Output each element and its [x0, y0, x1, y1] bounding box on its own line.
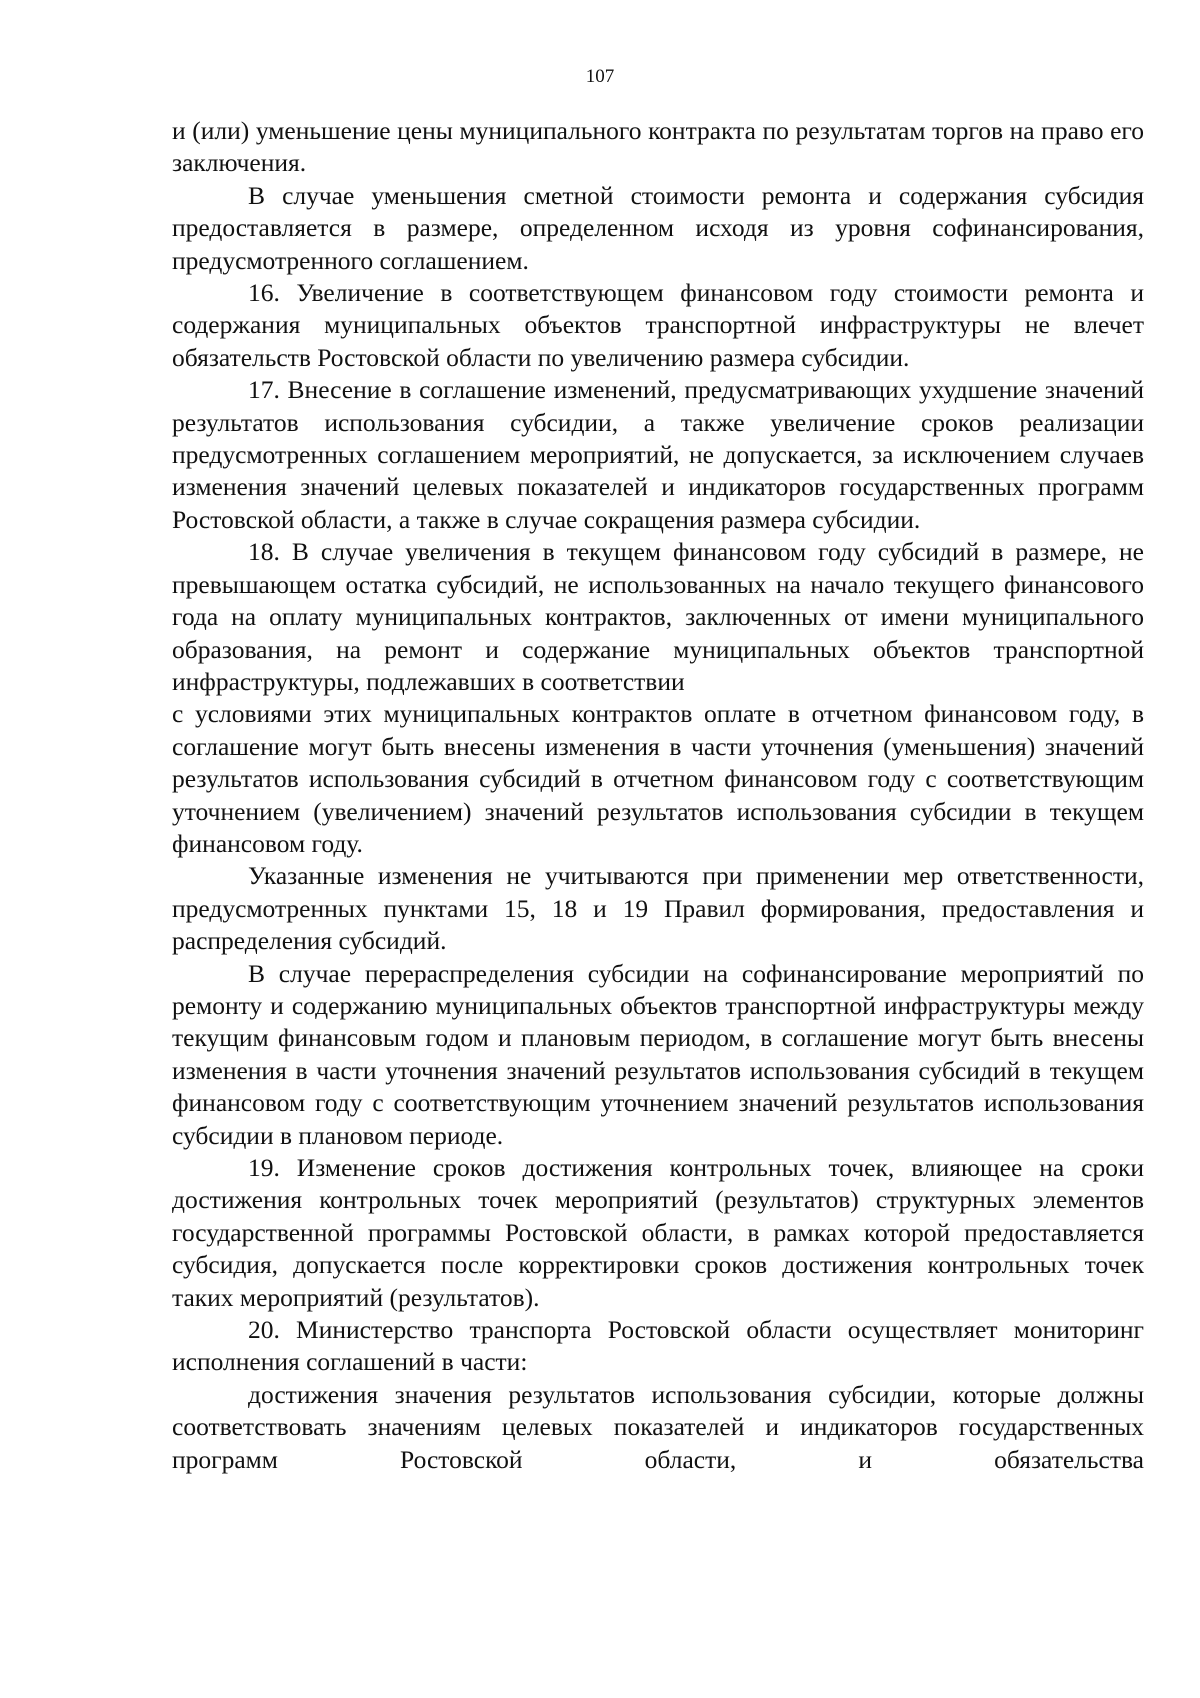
paragraph-item-19: 19. Изменение сроков достижения контрольных точек, влияющее на сроки достижения контрольных точек мероприятий (результатов) структурных элементов государственной программы Ростовской области, в рамках которой предоставляется субсидия, допускается после корректировки сроков достижения контрольных точек таких мероприятий (результатов). [172, 1153, 1144, 1312]
paragraph-item-16: 16. Увеличение в соответствующем финансовом году стоимости ремонта и содержания муниципальных объектов транспортной инфраструктуры не влечет обязательств Ростовской области по увеличению размера субсидии. [172, 278, 1144, 372]
paragraph-item-17: 17. Внесение в соглашение изменений, предусматривающих ухудшение значений результатов использования субсидии, а также увеличение сроков реализации предусмотренных соглашением мероприятий, не допускается, за исключением случаев изменения значений целевых показателей и индикаторов государственных программ Ростовской области, а также в случае сокращения размера субсидии. [172, 375, 1144, 534]
paragraph-monitoring-results: достижения значения результатов использования субсидии, которые должны соответствовать значениям целевых показателей и индикаторов государственных программ Ростовской области, и обязательства [172, 1379, 1144, 1474]
paragraph-item-20: 20. Министерство транспорта Ростовской области осуществляет мониторинг исполнения соглашений в части: [172, 1315, 1144, 1377]
paragraph-price-reduction: и (или) уменьшение цены муниципального контракта по результатам торгов на право его заключения. [172, 116, 1144, 178]
paragraph-item-18: 18. В случае увеличения в текущем финансовом году субсидий в размере, не превышающем остатка субсидий, не использованных на начало текущего финансового года на оплату муниципальных контрактов, заключенных от имени муниципального образования, на ремонт и содержание муниципальных объектов транспортной инфраструктуры, подлежавших в соответствии [172, 537, 1144, 696]
paragraph-redistribution: В случае перераспределения субсидии на софинансирование мероприятий по ремонту и содержанию муниципальных объектов транспортной инфраструктуры между текущим финансовым годом и плановым периодом, в соглашение могут быть внесены изменения в части уточнения значений результатов использования субсидий в текущем финансовом году с соответствующим уточнением значений результатов использования субсидии в плановом периоде. [172, 958, 1144, 1150]
paragraph-estimate-reduction: В случае уменьшения сметной стоимости ремонта и содержания субсидия предоставляется в размере, определенном исходя из уровня софинансирования, предусмотренного соглашением. [172, 180, 1144, 275]
paragraph-item-18-continued: с условиями этих муниципальных контрактов оплате в отчетном финансовом году, в соглашение могут быть внесены изменения в части уточнения (уменьшения) значений результатов использования субсидий в отчетном финансовом году с соответствующим уточнением (увеличением) значений результатов использования субсидии в текущем финансовом году. [172, 699, 1144, 858]
document-body [172, 115, 1144, 1476]
paragraph-liability-note: Указанные изменения не учитываются при применении мер ответственности, предусмотренных пунктами 15, 18 и 19 Правил формирования, предоставления и распределения субсидий. [172, 861, 1144, 956]
page-number: 107 [585, 66, 615, 87]
